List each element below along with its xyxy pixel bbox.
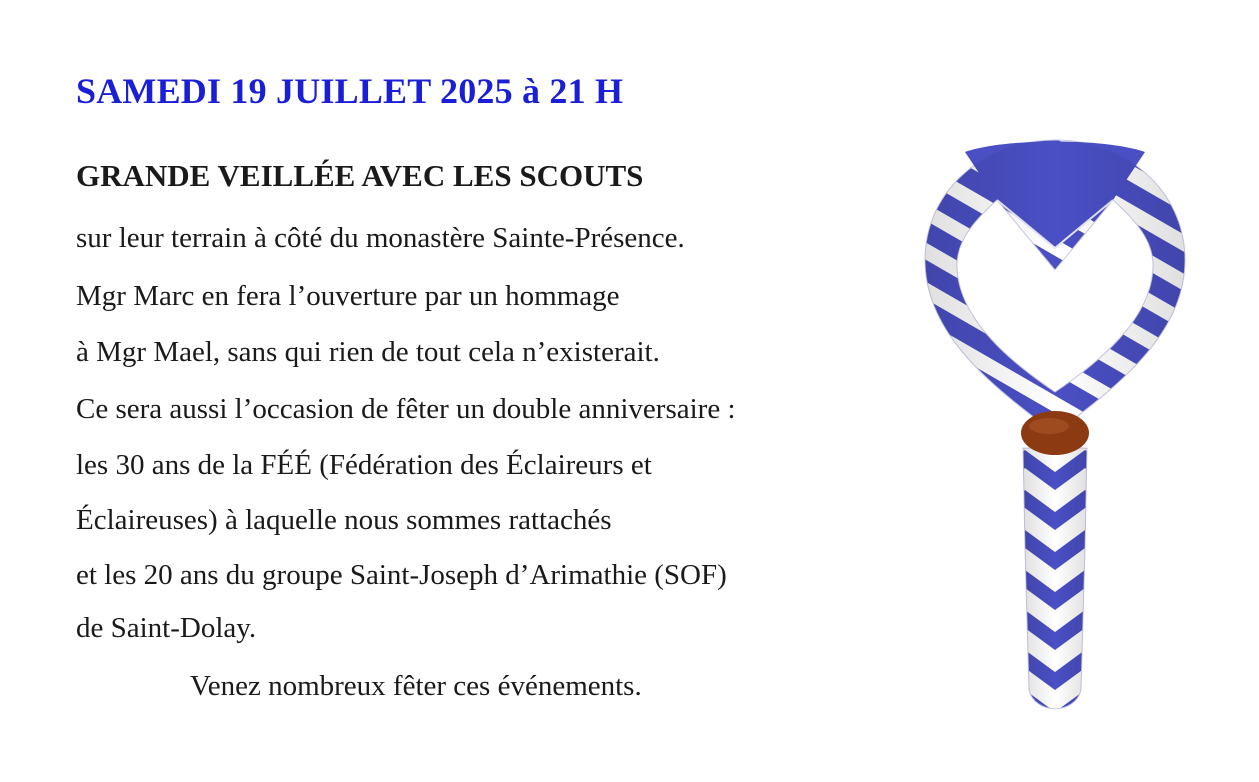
body-line-3: à Mgr Mael, sans qui rien de tout cela n’existerait.: [76, 336, 660, 368]
body-line-7: et les 20 ans du groupe Saint-Joseph d’Arimathie (SOF): [76, 559, 727, 591]
body-line-4: Ce sera aussi l’occasion de fêter un double anniversaire :: [76, 393, 736, 425]
scout-scarf-icon: [905, 130, 1205, 735]
body-line-6: Éclaireuses) à laquelle nous sommes rattachés: [76, 504, 612, 536]
body-line-8: de Saint-Dolay.: [76, 612, 257, 644]
body-line-2: Mgr Marc en fera l’ouverture par un hommage: [76, 280, 620, 312]
closing-line: Venez nombreux fêter ces événements.: [190, 670, 642, 702]
body-line-1: sur leur terrain à côté du monastère Sainte-Présence.: [76, 222, 685, 254]
date-title: SAMEDI 19 JUILLET 2025 à 21 H: [76, 71, 624, 111]
body-line-5: les 30 ans de la FÉÉ (Fédération des Éclaireurs et: [76, 449, 652, 481]
event-heading: GRANDE VEILLÉE AVEC LES SCOUTS: [76, 158, 644, 193]
